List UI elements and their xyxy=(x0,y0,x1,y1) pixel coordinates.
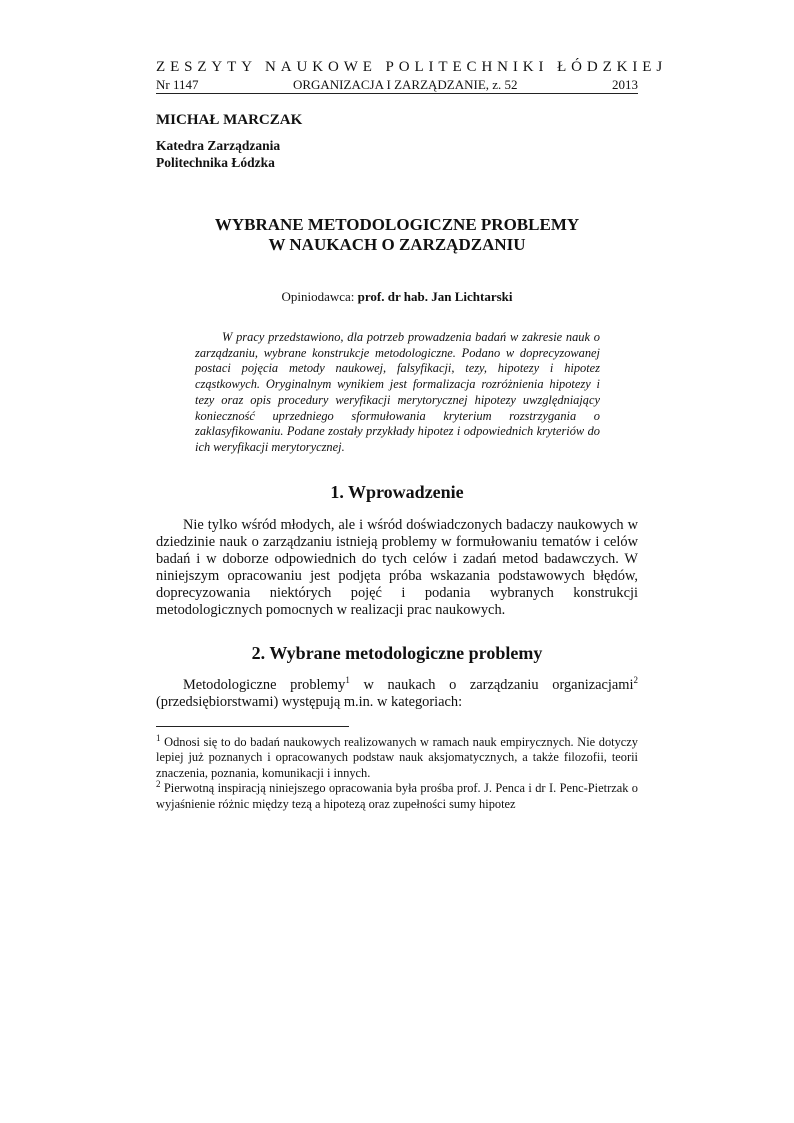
paper-title xyxy=(156,215,638,255)
reviewer-label: Opiniodawca: xyxy=(281,289,358,304)
footnote-1 xyxy=(156,732,638,781)
footnote-rule xyxy=(156,726,349,727)
title-line-1: WYBRANE METODOLOGICZNE PROBLEMY xyxy=(214,215,580,234)
footnote-2-mark: 2 xyxy=(156,779,161,790)
footnote-ref-2[interactable]: 2 xyxy=(633,675,638,686)
footnote-2 xyxy=(156,781,638,812)
issue-info-line xyxy=(156,77,638,92)
section-1-paragraph: Nie tylko wśród młodych, ale i wśród doświadczonych badaczy naukowych w dziedzinie nauk o zarządzaniu istnieją problemy w formułowaniu tematów i celów badań i w doborze odpowiednich do tych celów i zadań metod badawczych. W niniejszym opracowaniu jest podjęta próba wskazania podstawowych błędów, doprecyzowania niektórych pojęć i podania wybranych konstrukcji metodologicznych pomocnych w realizacji prac naukowych. xyxy=(156,517,638,618)
section-2-paragraph xyxy=(156,677,638,711)
issue-number: Nr 1147 xyxy=(156,77,199,92)
section-1-body xyxy=(156,517,638,619)
affiliation-department: Katedra Zarządzania xyxy=(156,138,281,153)
section-2-text-c: (przedsiębiorstwami) występują m.in. w kategoriach: xyxy=(156,694,463,710)
title-line-2: W NAUKACH O ZARZĄDZANIU xyxy=(268,235,526,254)
issue-year: 2013 xyxy=(612,77,638,92)
author-name: MICHAŁ MARCZAK xyxy=(156,112,303,128)
abstract-text: W pracy przedstawiono, dla potrzeb prowadzenia badań w zakresie nauk o zarządzaniu, wybrane konstrukcje metodologiczne. Podano w doprecyzowanej postaci pojęcia metody naukowej, falsyfikacji, tezy, hipotezy i hipotez cząstkowych. Oryginalnym wynikiem jest formalizacja rozróżnienia hipotezy i tezy oraz opis procedury weryfikacji merytorycznej hipotezy uwzględniający konieczność uprzedniego sformułowania kryterium rozstrzygania o zaklasyfikowaniu. Podane zostały przykłady hipotez i odpowiednich kryteriów do ich weryfikacji merytorycznej. xyxy=(195,330,600,454)
abstract xyxy=(195,330,600,456)
footnotes xyxy=(156,732,638,812)
footnote-ref-1[interactable]: 1 xyxy=(345,675,350,686)
section-2-text-a: Metodologiczne problemy xyxy=(183,677,346,693)
affiliation-university: Politechnika Łódzka xyxy=(156,155,275,170)
footnote-2-text: Pierwotną inspiracją niniejszego opracowania była prośba prof. J. Penca i dr I. Penc-Pietrzak o wyjaśnienie różnic między tezą a hipotezą oraz zupełności sumy hipotez xyxy=(156,781,638,811)
section-2-body xyxy=(156,677,638,711)
author-affiliation xyxy=(156,137,280,171)
series-name: ORGANIZACJA I ZARZĄDZANIE, z. 52 xyxy=(292,77,518,92)
journal-name: ZESZYTY NAUKOWE POLITECHNIKI ŁÓDZKIEJ xyxy=(156,59,668,75)
header-rule xyxy=(156,93,638,94)
reviewer-line xyxy=(156,289,638,305)
section-2-heading: 2. Wybrane metodologiczne problemy xyxy=(251,643,543,663)
footnote-1-mark: 1 xyxy=(156,732,161,743)
footnote-1-text: Odnosi się to do badań naukowych realizowanych w ramach nauk empirycznych. Nie dotyczy lepiej już poznanych i opracowanych podstaw nauk aksjomatycznych, a także filozofii, teorii znaczenia, poznania, komunikacji i innych. xyxy=(156,735,638,780)
section-1-heading: 1. Wprowadzenie xyxy=(330,482,464,502)
reviewer-name: prof. dr hab. Jan Lichtarski xyxy=(357,289,513,304)
section-2-text-b: w naukach o zarządzaniu organizacjami xyxy=(349,677,634,693)
